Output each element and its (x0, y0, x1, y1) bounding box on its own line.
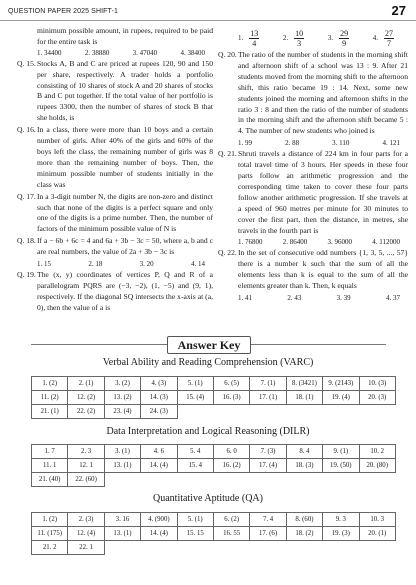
table-row (32, 541, 396, 555)
answer-cell: 10. 2 (359, 445, 395, 459)
answer-cell: 5. (1) (177, 513, 213, 527)
option: 1. 34400 (37, 48, 62, 57)
answer-cell: 2. 3 (68, 445, 104, 459)
answer-cell: 9. (2143) (323, 377, 359, 391)
option-label: 1. (238, 33, 244, 42)
answer-cell: 3. (1) (104, 445, 140, 459)
question-continuation: minimum possible amount, in rupees, required to be paid for the entire task is (37, 26, 213, 46)
question-text: Shruti travels a distance of 224 km in four parts for a total travel time of 3 hours. Her speeds in these four parts follow an arithmetic progression and the corresponding time taken to cover these four parts follow another arithmetic progression. If she travels at a speed of 960 metres per minute for 30 minutes to cover the first part, then the distance, in metres, she travels in the fourth part is (238, 149, 408, 235)
option: 3. 110 (332, 139, 350, 148)
answer-cell: 3. 16 (104, 513, 140, 527)
answer-cell: 1. (2) (32, 377, 68, 391)
fraction (249, 29, 259, 48)
numerator: 13 (250, 28, 259, 38)
answer-table-dilr (31, 444, 396, 487)
answer-cell: 20. (3) (359, 391, 395, 405)
answer-key-rule-left (31, 344, 167, 345)
answer-cell: 19. (4) (323, 391, 359, 405)
option (238, 29, 259, 48)
answer-cell: 4. (3) (141, 377, 177, 391)
table-row (32, 527, 396, 541)
option: 3. 47040 (132, 48, 158, 57)
option (328, 29, 349, 48)
answer-cell: 17. (1) (250, 391, 286, 405)
answer-cell: 13. (1) (104, 459, 140, 473)
answer-cell: 15. 4 (177, 459, 213, 473)
option: 4. 37 (385, 293, 400, 302)
question-number: Q. 21. (218, 149, 237, 159)
left-column (17, 26, 213, 315)
answer-cell: 5. 4 (177, 445, 213, 459)
option (283, 29, 304, 48)
header-divider (0, 20, 416, 21)
question-15 (17, 59, 213, 124)
option-label: 4. (372, 33, 378, 42)
answer-cell: 22. (60) (68, 473, 104, 487)
answer-cell: 8. (60) (286, 513, 322, 527)
question-18-options (17, 259, 213, 270)
answer-cell: 12. 1 (68, 459, 104, 473)
answer-cell: 21. (1) (32, 405, 68, 419)
option: 4. 38400 (180, 48, 205, 57)
denominator: 4 (252, 38, 257, 48)
question-number: Q. 15. (17, 58, 36, 68)
answer-cell: 1. (2) (32, 513, 68, 527)
answer-cell: 13. (1) (104, 527, 140, 541)
answer-cell: 21. (40) (32, 473, 68, 487)
option: 1. 41 (238, 293, 252, 302)
answer-cell: 22. (2) (68, 405, 104, 419)
answer-table-varc (31, 376, 396, 419)
answer-cell: 11. (175) (32, 527, 68, 541)
question-19-options (218, 26, 408, 50)
question-number: Q. 17. (17, 191, 36, 201)
table-row (32, 405, 396, 419)
question-options (17, 48, 213, 59)
answer-cell: 7. (1) (250, 377, 286, 391)
answer-cell: 8. (3421) (286, 377, 322, 391)
answer-cell: 16. (3) (213, 391, 249, 405)
option: 2. 38880 (84, 48, 110, 57)
table-row (32, 459, 396, 473)
fraction (384, 29, 394, 48)
section-title-varc: Verbal Ability and Reading Comprehension (VARC) (102, 357, 314, 368)
option-label: 3. (327, 33, 334, 42)
option: 4. 112000 (372, 238, 400, 247)
answer-cell: 5. (1) (177, 377, 213, 391)
question-19 (17, 270, 213, 314)
answer-cell: 15. 15 (177, 527, 213, 541)
question-20-options (218, 138, 408, 149)
question-17 (17, 192, 213, 236)
answer-cell: 21. 2 (32, 541, 68, 555)
option: 2. 43 (287, 293, 302, 302)
answer-cell: 2. (1) (68, 377, 104, 391)
option: 1. 99 (238, 139, 252, 148)
option-label: 2. (282, 33, 289, 42)
answer-cell: 11. (2) (32, 391, 68, 405)
question-text: In the set of consecutive odd numbers {1, 3, 5, ..., 57} there is a number k such that the sum of all the elements less than k is equal to the sum of all the elements greater than k. Then, k equals (238, 248, 408, 291)
question-number: Q. 22. (218, 248, 237, 258)
table-row (32, 445, 396, 459)
numerator: 29 (340, 28, 349, 38)
answer-cell: 16. (2) (213, 459, 249, 473)
answer-cell: 17. (6) (250, 527, 286, 541)
page-header (0, 0, 416, 28)
answer-cell: 3. (2) (104, 377, 140, 391)
answer-cell: 19. (3) (323, 527, 359, 541)
answer-cell: 12. (2) (68, 391, 104, 405)
question-22 (218, 248, 408, 292)
answer-cell: 20. (1) (359, 527, 395, 541)
table-row (32, 513, 396, 527)
question-text: If a − 6b + 6c = 4 and 6a + 3b − 3c = 50, where a, b and c are real numbers, the value of 2a + 3b − 3c is (37, 236, 213, 257)
answer-cell: 6. 0 (213, 445, 249, 459)
question-number: Q. 20. (218, 50, 237, 59)
question-number: Q. 19. (17, 269, 36, 279)
option: 3. 96000 (327, 238, 352, 247)
question-number: Q. 18. (17, 236, 36, 246)
option: 2. 88 (285, 139, 300, 148)
question-text: In a 3-digit number N, the digits are non-zero and distinct such that none of the digits is a perfect square and only one of the digits is a prime number. Then, the number of factors of the minimum possible value of N is (37, 191, 213, 234)
answer-cell: 10. 3 (359, 513, 395, 527)
answer-cell: 9. 3 (323, 513, 359, 527)
question-16 (17, 125, 213, 190)
section-title-qa: Quantitative Aptitude (QA) (153, 493, 263, 504)
option: 1. 15 (37, 260, 51, 269)
question-text: In a class, there were more than 10 boys and a certain number of girls. After 40% of the girls and 60% of the boys left the class, the remaining number of girls was 8 more than the remaining number of boys. Then, the minimum possible number of students initially in the class was (37, 125, 213, 189)
fraction (294, 29, 304, 48)
option: 3. 39 (336, 293, 351, 302)
question-21-options (218, 237, 408, 248)
answer-cell: 13. (2) (104, 391, 140, 405)
answer-cell: 7. 4 (250, 513, 286, 527)
question-20 (218, 50, 408, 137)
answer-cell: 14. (4) (141, 459, 177, 473)
numerator: 10 (295, 28, 304, 38)
answer-cell: 20. (80) (359, 459, 395, 473)
answer-cell: 24. (3) (141, 405, 177, 419)
answer-cell: 1. 7 (32, 445, 68, 459)
question-22-options (218, 293, 408, 304)
answer-cell: 7. (3) (250, 445, 286, 459)
denominator: 9 (342, 38, 347, 48)
answer-key-heading: Answer Key (167, 336, 251, 354)
question-text: The ratio of the number of students in the morning shift and afternoon shift of a school was 13 : 9. After 21 students moved from the morning shift to the afternoon shift, this ratio became 19 : 14. Next, some new students joined the morning and afternoon shifts in the ratio 3 : 8 and then the ratio of the number of students in the morning shift and the afternoon shift became 5 : 4. The number of new students who joined is (238, 50, 408, 136)
table-row (32, 473, 396, 487)
option: 2. 18 (88, 260, 103, 269)
paper-title: QUESTION PAPER 2025 SHIFT-1 (8, 8, 118, 15)
answer-key-rule-right (249, 344, 386, 345)
fraction (339, 29, 349, 48)
answer-cell: 18. (1) (286, 391, 322, 405)
answer-cell: 22. 1 (68, 541, 104, 555)
right-column (218, 26, 408, 304)
option (373, 29, 394, 48)
table-row (32, 377, 396, 391)
denominator: 7 (386, 38, 391, 48)
question-number: Q. 16. (17, 125, 36, 135)
answer-cell: 11. 1 (32, 459, 68, 473)
answer-cell: 14. (3) (141, 391, 177, 405)
question-21 (218, 149, 408, 236)
option: 1. 76800 (238, 238, 263, 247)
answer-cell: 4. 6 (141, 445, 177, 459)
option: 3. 20 (139, 260, 154, 269)
option: 2. 86400 (282, 238, 308, 247)
question-text: Stocks A, B and C are priced at rupees 120, 90 and 150 per share, respectively. A trader holds a portfolio consisting of 10 shares of stock A and 20 shares of stocks B and C put together. If the total value of her portfolio is rupees 3300, then the number of shares of stock B that she holds, is (37, 58, 213, 123)
numerator: 27 (384, 28, 393, 38)
denominator: 3 (297, 38, 302, 48)
answer-cell: 18. (3) (286, 459, 322, 473)
option: 4. 121 (382, 139, 400, 148)
answer-cell: 8. 4 (286, 445, 322, 459)
answer-cell: 15. (4) (177, 391, 213, 405)
answer-cell: 17. (4) (250, 459, 286, 473)
answer-cell: 2. (3) (68, 513, 104, 527)
answer-cell: 10. (3) (359, 377, 395, 391)
question-18 (17, 236, 213, 258)
answer-cell: 6. (5) (213, 377, 249, 391)
option: 4. 14 (190, 260, 205, 269)
answer-cell: 19. (50) (323, 459, 359, 473)
table-row (32, 391, 396, 405)
answer-cell: 16. 55 (213, 527, 249, 541)
answer-cell: 18. (2) (286, 527, 322, 541)
answer-cell: 23. (4) (104, 405, 140, 419)
answer-cell: 6. (2) (213, 513, 249, 527)
answer-cell: 14. (4) (141, 527, 177, 541)
page-number: 27 (391, 3, 406, 18)
section-title-dilr: Data Interpretation and Logical Reasoning (DILR) (106, 426, 310, 437)
answer-table-qa (31, 512, 396, 555)
answer-cell: 4. (900) (141, 513, 177, 527)
question-text: The (x, y) coordinates of vertices P, Q and R of a parallelogram PQRS are (−3, −2), (1, −5) and (9, 1), respectively. If the diagonal SQ intersects the x-axis at (a, 0), then the value of a is (37, 269, 213, 312)
answer-cell: 9. (1) (323, 445, 359, 459)
answer-cell: 12. (4) (68, 527, 104, 541)
